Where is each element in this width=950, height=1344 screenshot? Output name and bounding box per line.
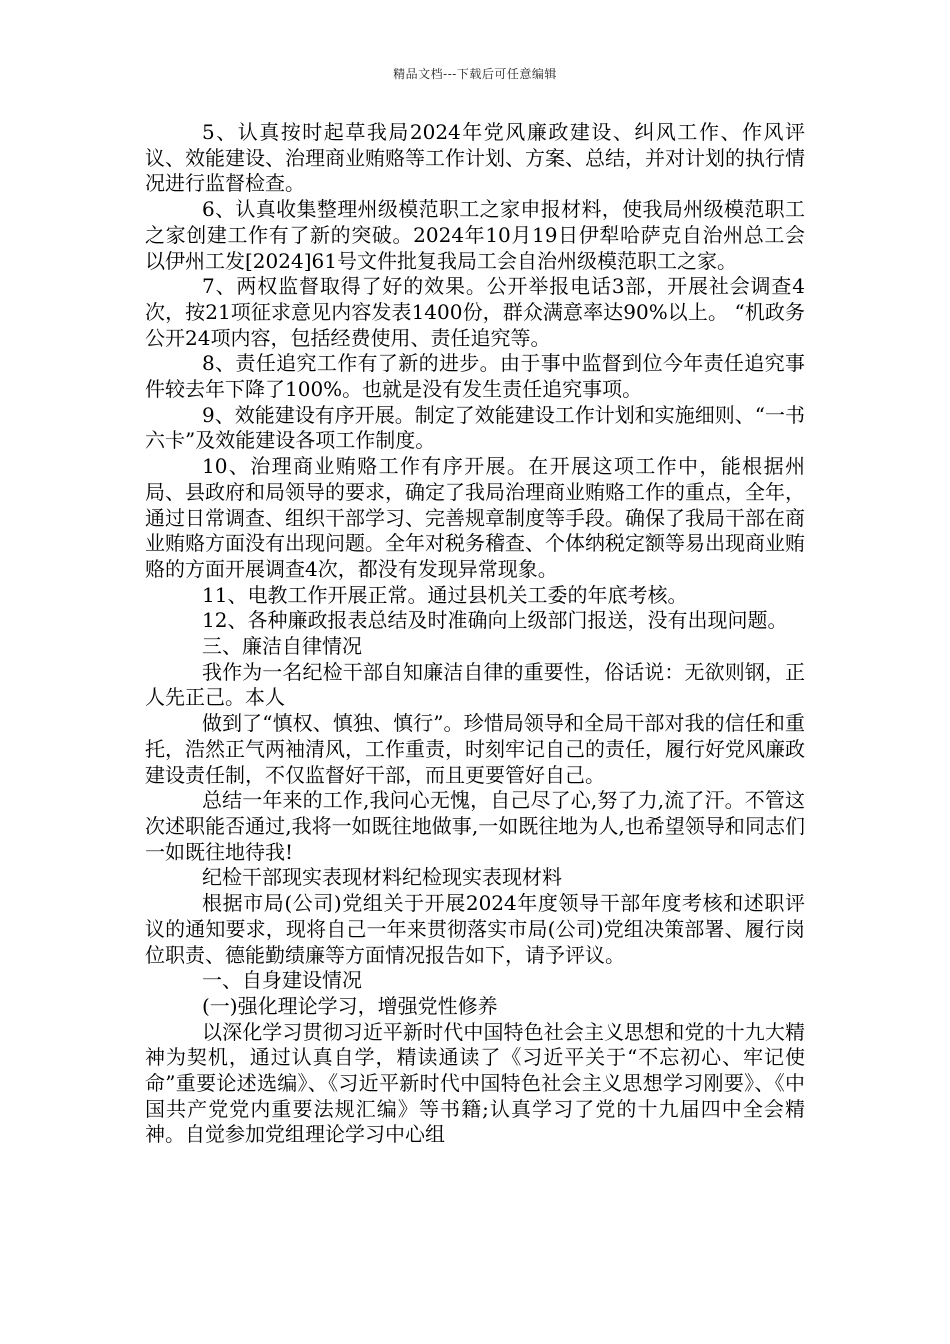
section-heading-self-building: 一、自身建设情况 (202, 968, 362, 993)
page-header: 精品文档---下载后可任意编辑 (393, 67, 557, 81)
paragraph-item-9: 9、效能建设有序开展。制定了效能建设工作计划和实施细则、“一书六卡”及效能建设各项工作制度。 (145, 402, 805, 453)
document-subtitle: 纪检干部现实表现材料纪检现实表现材料 (202, 865, 562, 890)
section-heading-integrity: 三、廉洁自律情况 (202, 634, 362, 659)
paragraph-report-intro: 根据市局(公司)党组关于开展2024年度领导干部年度考核和述职评议的通知要求，现将自己一年来贯彻落实市局(公司)党组决策部署、履行岗位职责、德能勤绩廉等方面情况报告如下，请予评议。 (145, 891, 805, 967)
paragraph-summary: 总结一年来的工作,我问心无愧，自己尽了心,努了力,流了汗。不管这次述职能否通过,我将一如既往地做事,一如既往地为人,也希望领导和同志们一如既往地待我! (145, 788, 805, 864)
paragraph-item-10: 10、治理商业贿赂工作有序开展。在开展这项工作中，能根据州局、县政府和局领导的要求，确定了我局治理商业贿赂工作的重点，全年，通过日常调查、组织干部学习、完善规章制度等手段。确保了我局干部在商业贿赂方面没有出现问题。全年对税务稽查、个体纳税定额等易出现商业贿赂的方面开展调查4次，都没有发现异常现象。 (145, 454, 805, 581)
paragraph-item-11: 11、电教工作开展正常。通过县机关工委的年底考核。 (202, 582, 688, 607)
document-body (145, 120, 805, 1148)
paragraph-item-7: 7、两权监督取得了好的效果。公开举报电话3部，开展社会调查4次，按21项征求意见内容发表1400份，群众满意率达90%以上。 “机政务公开24项内容，包括经费使用、责任追究等。 (145, 274, 805, 350)
paragraph-item-12: 12、各种廉政报表总结及时准确向上级部门报送，没有出现问题。 (202, 608, 788, 633)
paragraph-item-8: 8、责任追究工作有了新的进步。由于事中监督到位今年责任追究事件较去年下降了100%。也就是没有发生责任追究事项。 (145, 351, 805, 402)
paragraph-integrity-practice: 做到了“慎权、慎独、慎行”。珍惜局领导和全局干部对我的信任和重托，浩然正气两袖清风，工作重责，时刻牢记自己的责任，履行好党风廉政建设责任制，不仅监督好干部，而且更要管好自己。 (145, 711, 805, 787)
paragraph-theory-study: 以深化学习贯彻习近平新时代中国特色社会主义思想和党的十九大精神为契机，通过认真自学，精读通读了《习近平关于“不忘初心、牢记使命”重要论述选编》、《习近平新时代中国特色社会主义思想学习刚要》、《中国共产党党内重要法规汇编》等书籍;认真学习了党的十九届四中全会精神。自觉参加党组理论学习中心组 (145, 1019, 805, 1147)
paragraph-item-6: 6、认真收集整理州级模范职工之家申报材料，使我局州级模范职工之家创建工作有了新的突破。2024年10月19日伊犁哈萨克自治州总工会以伊州工发[2024]61号文件批复我局工会自治州级模范职工之家。 (145, 197, 805, 273)
paragraph-item-5: 5、认真按时起草我局2024年党风廉政建设、纠风工作、作风评议、效能建设、治理商业贿赂等工作计划、方案、总结，并对计划的执行情况进行监督检查。 (145, 120, 805, 196)
paragraph-integrity-intro: 我作为一名纪检干部自知廉洁自律的重要性，俗话说：无欲则钢，正人先正己。本人 (145, 659, 805, 710)
subsection-heading-theory-study: (一)强化理论学习，增强党性修养 (202, 993, 498, 1018)
